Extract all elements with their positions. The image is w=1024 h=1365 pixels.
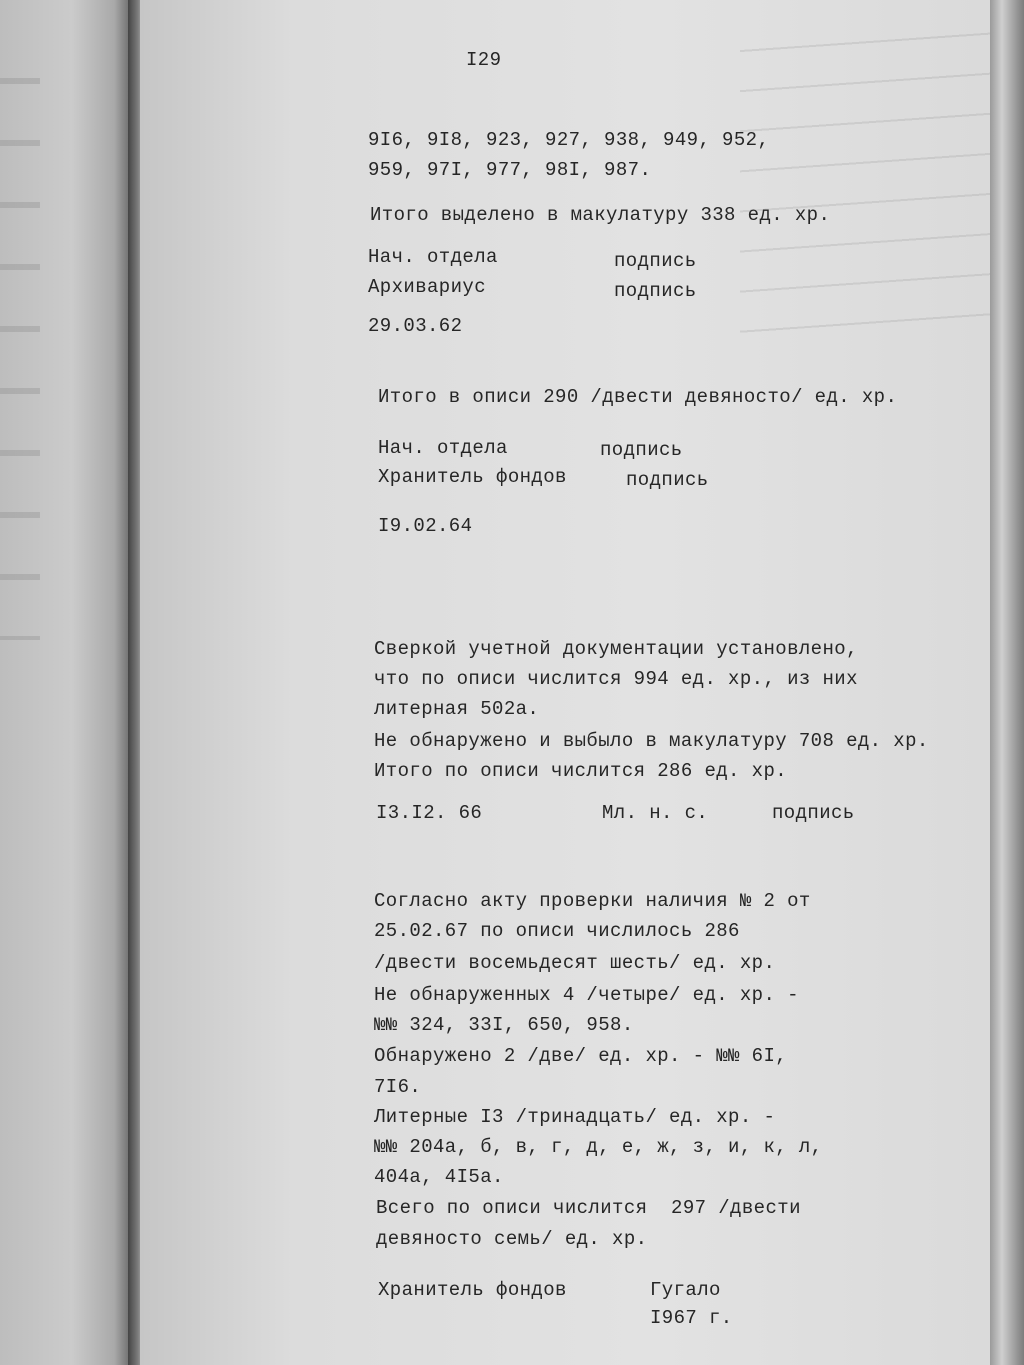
number-list-line-2: 959, 97I, 977, 98I, 987. xyxy=(368,159,652,181)
audit-line: девяносто семь/ ед. хр. xyxy=(376,1228,648,1250)
signature-placeholder: подпись xyxy=(772,802,855,824)
year: I967 г. xyxy=(650,1307,733,1329)
verification-line: Итого по описи числится 286 ед. хр. xyxy=(374,760,788,782)
signer-role: Нач. отдела xyxy=(368,246,498,268)
audit-line: /двести восемьдесят шесть/ ед. хр. xyxy=(374,952,776,974)
audit-line: Согласно акту проверки наличия № 2 от xyxy=(374,890,811,912)
audit-line: №№ 324, 33I, 650, 958. xyxy=(374,1014,634,1036)
number-list-line-1: 9I6, 9I8, 923, 927, 938, 949, 952, xyxy=(368,129,770,151)
verification-line: Не обнаружено и выбыло в макулатуру 708 ед. хр. xyxy=(374,730,929,752)
page-edge xyxy=(990,0,1024,1365)
signer-role: Хранитель фондов xyxy=(378,466,567,488)
audit-line: Не обнаруженных 4 /четыре/ ед. хр. - xyxy=(374,984,799,1006)
signer-role: Нач. отдела xyxy=(378,437,508,459)
signer-role: Мл. н. с. xyxy=(602,802,709,824)
audit-line: №№ 204а, б, в, г, д, е, ж, з, и, к, л, xyxy=(374,1136,823,1158)
left-page-faded-text xyxy=(0,40,40,640)
inventory-total: Итого в описи 290 /двести девяносто/ ед. хр. xyxy=(378,386,898,408)
verification-line: Сверкой учетной документации установлено, xyxy=(374,638,858,660)
signature-placeholder: подпись xyxy=(614,280,697,302)
signer-name: Гугало xyxy=(650,1279,721,1301)
signature-placeholder: подпись xyxy=(626,469,709,491)
bleed-through-handwriting xyxy=(740,20,1024,350)
signature-placeholder: подпись xyxy=(600,439,683,461)
left-page xyxy=(0,0,130,1365)
date: 29.03.62 xyxy=(368,315,463,337)
audit-line: 7I6. xyxy=(374,1076,422,1098)
date: I3.I2. 66 xyxy=(376,802,483,824)
audit-line: 25.02.67 по описи числилось 286 xyxy=(374,920,740,942)
signer-role: Хранитель фондов xyxy=(378,1279,567,1301)
audit-line: Всего по описи числится 297 /двести xyxy=(376,1197,801,1219)
verification-line: что по описи числится 994 ед. хр., из них xyxy=(374,668,858,690)
audit-line: Обнаружено 2 /две/ ед. хр. - №№ 6I, xyxy=(374,1045,788,1067)
audit-line: Литерные I3 /тринадцать/ ед. хр. - xyxy=(374,1106,776,1128)
verification-line: литерная 502а. xyxy=(374,698,540,720)
signature-placeholder: подпись xyxy=(614,250,697,272)
audit-line: 404а, 4I5а. xyxy=(374,1166,504,1188)
page-number: I29 xyxy=(466,49,502,71)
signer-role: Архивариус xyxy=(368,276,487,298)
date: I9.02.64 xyxy=(378,515,473,537)
total-discarded: Итого выделено в макулатуру 338 ед. хр. xyxy=(370,204,831,226)
